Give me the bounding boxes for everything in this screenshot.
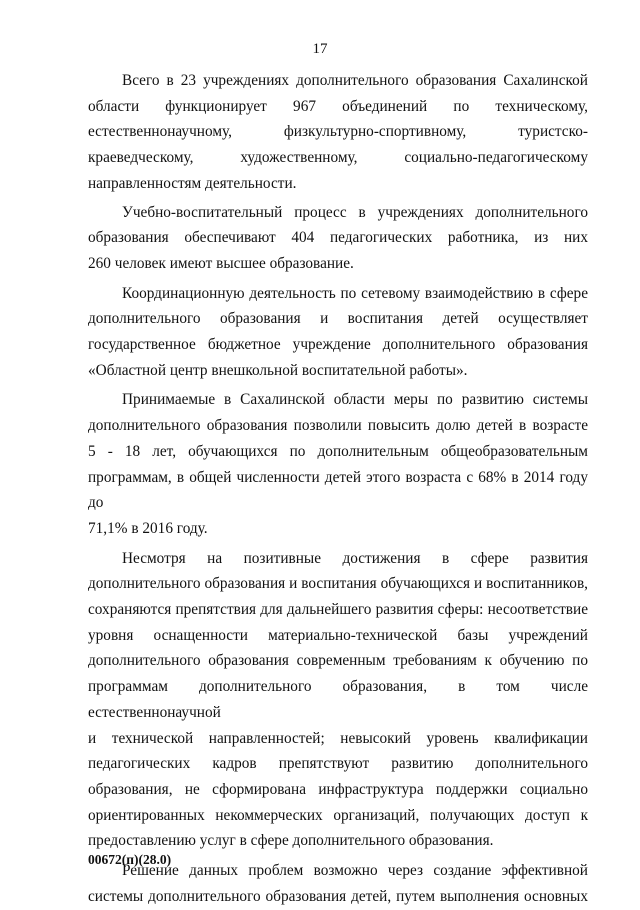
paragraph-line: 71,1% в 2016 году. <box>88 519 208 537</box>
page-number: 17 <box>312 41 328 57</box>
paragraph-line: программам дополнительного образования, в том числе естественнонаучной <box>88 678 588 721</box>
paragraph-line: дополнительного образования и воспитания обучающихся и воспитанников, <box>88 575 588 593</box>
paragraph-line: Учебно-воспитательный процесс в учреждениях дополнительного <box>122 203 588 221</box>
paragraph-line: дополнительного образования позволили повысить долю детей в возрасте <box>88 417 588 435</box>
paragraph-5 <box>88 546 588 854</box>
paragraph-line: педагогических кадров препятствуют развитию дополнительного <box>88 755 588 773</box>
paragraph-line: Всего в 23 учреждениях дополнительного образования Сахалинской <box>122 72 588 89</box>
paragraph-line: Принимаемые в Сахалинской области меры по развитию системы <box>122 391 588 409</box>
paragraph-line: направленностям деятельности. <box>88 174 297 192</box>
document-code: 00672(п)(28.0) <box>88 852 172 867</box>
paragraph-line: Решение данных проблем возможно через создание эффективной <box>122 862 588 880</box>
paragraph-line: и технической направленностей; невысокий уровень квалификации <box>88 729 588 747</box>
paragraph-line: естественнонаучному, физкультурно-спортивному, туристско- <box>88 123 588 141</box>
paragraph-4 <box>88 387 588 541</box>
paragraph-3 <box>88 281 588 384</box>
document-body <box>88 68 588 910</box>
paragraph-line: Несмотря на позитивные достижения в сфере развития <box>122 549 588 567</box>
paragraph-line: образования, не сформирована инфраструктура поддержки социально <box>88 780 588 798</box>
paragraph-line: системы дополнительного образования детей, путем выполнения основных <box>88 887 588 905</box>
paragraph-line: 5 - 18 лет, обучающихся по дополнительным общеобразовательным <box>88 442 588 460</box>
paragraph-line: области функционирует 967 объединений по техническому, <box>88 97 588 115</box>
paragraph-line: программам, в общей численности детей этого возраста с 68% в 2014 году до <box>88 468 588 512</box>
paragraph-line: предоставлению услуг в сфере дополнительного образования. <box>88 832 494 850</box>
paragraph-line: дополнительного образования современным требованиям к обучению по <box>88 652 588 670</box>
paragraph-line: Координационную деятельность по сетевому взаимодействию в сфере <box>122 284 588 302</box>
paragraph-line: государственное бюджетное учреждение дополнительного образования <box>88 336 588 354</box>
paragraph-line: 260 человек имеют высшее образование. <box>88 254 354 272</box>
paragraph-2 <box>88 200 588 277</box>
paragraph-line: дополнительного образования и воспитания детей осуществляет <box>88 310 588 328</box>
paragraph-line: сохраняются препятствия для дальнейшего развития сферы: несоответствие <box>88 601 588 619</box>
paragraph-line: образования обеспечивают 404 педагогических работника, из них <box>88 229 588 247</box>
paragraph-line: ориентированных некоммерческих организаций, получающих доступ к <box>88 806 588 824</box>
paragraph-line: уровня оснащенности материально-технической базы учреждений <box>88 626 588 644</box>
paragraph-line: краеведческому, художественному, социально-педагогическому <box>88 149 588 167</box>
paragraph-1 <box>88 68 588 197</box>
paragraph-line: «Областной центр внешкольной воспитательной работы». <box>88 361 468 379</box>
